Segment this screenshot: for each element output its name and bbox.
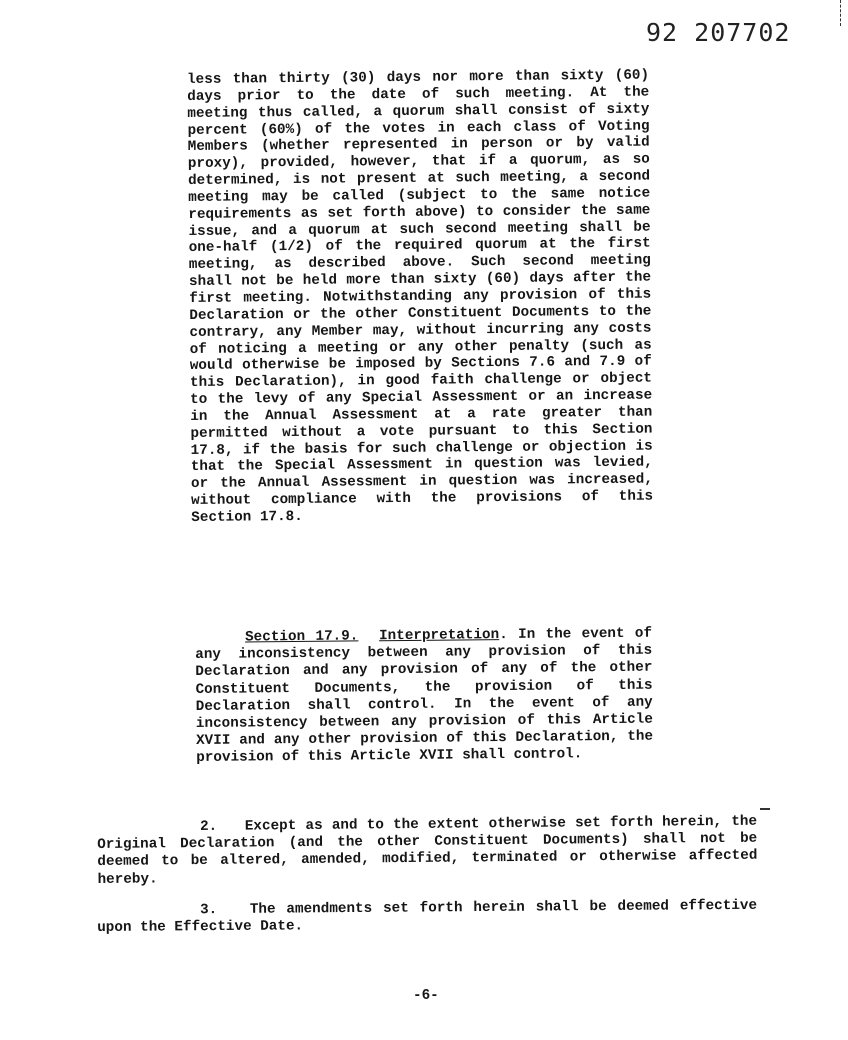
item-2-number: 2.: [199, 818, 218, 836]
section-17-9-text: . In the event of any inconsistency between any provision of this Declaration and any provision of any of the other Constituent Documents, the provision of this Declaration shall control. In the event of any inconsistency between any provision of this Article XVII and any other provision of this Declaration, the provision of this Article XVII shall control.: [195, 625, 654, 767]
margin-dash-mark: [760, 808, 770, 810]
item-3-text: The amendments set forth herein shall be deemed effective upon the Effective Date.: [97, 897, 758, 937]
section-17-9-title: Interpretation: [378, 627, 500, 645]
item-2-paragraph: [97, 814, 758, 889]
document-number: 92 207702: [646, 18, 791, 47]
scan-edge-mark: [840, 0, 842, 26]
section-17-9-number: Section 17.9.: [244, 628, 359, 646]
item-3-paragraph: [97, 898, 757, 938]
paragraph-continued: less than thirty (30) days nor more than sixty (60) days prior to the date of such meeting. At the meeting thus called, a quorum shall consist of sixty percent (60%) of the votes in each class of Voting Members (whether represented in person or by valid proxy), provided, however, that if a quorum, as so determined, is not present at such meeting, a second meeting may be called (subject to the same notice requirements as set forth above) to consider the same issue, and a quorum at such second meeting shall be one-half (1/2) of the required quorum at the first meeting, as described above. Such second meeting shall not be held more than sixty (60) days after the first meeting. Notwithstanding any provision of this Declaration or the other Constituent Documents to the contrary, any Member may, without incurring any costs of noticing a meeting or any other penalty (such as would otherwise be imposed by Sections 7.6 and 7.9 of this Declaration), in good faith challenge or object to the levy of any Special Assessment or an increase in the Annual Assessment at a rate greater than permitted without a vote pursuant to this Section 17.8, if the basis for such challenge or objection is that the Special Assessment in question was levied, or the Annual Assessment in question was increased, without compliance with the provisions of this Section 17.8.: [187, 67, 654, 526]
page-number: -6-: [413, 988, 439, 1004]
item-2-text: Except as and to the extent otherwise set forth herein, the Original Declaration (and the other Constituent Documents) shall not be deemed to be altered, amended, modified, terminated or otherwise affected hereby.: [97, 813, 758, 888]
indent-spacer: [97, 913, 200, 914]
section-17-9-paragraph: [195, 626, 653, 768]
item-3-number: 3.: [199, 902, 218, 919]
indent-spacer: [97, 830, 200, 831]
